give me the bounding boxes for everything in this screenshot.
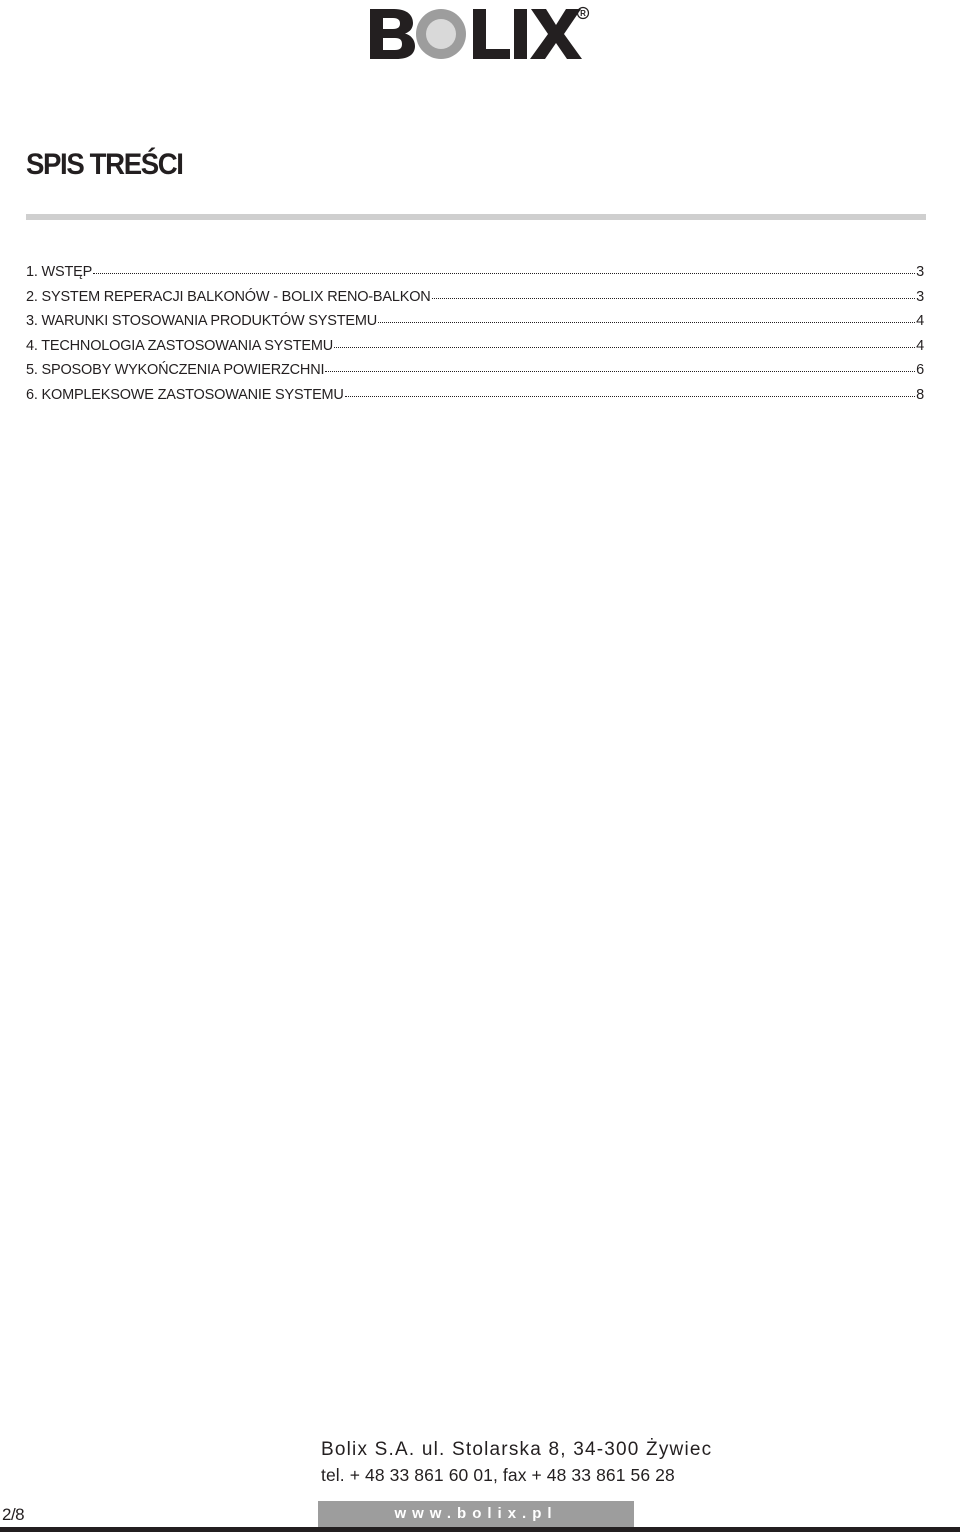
table-of-contents (26, 264, 924, 412)
bolix-logo (368, 4, 590, 62)
toc-entry[interactable] (26, 362, 924, 387)
toc-entry-label: 6. KOMPLEKSOWE ZASTOSOWANIE SYSTEMU (26, 386, 344, 403)
page-number: 2/8 (2, 1505, 25, 1524)
toc-dot-leader (325, 371, 915, 372)
toc-dot-leader (93, 273, 915, 274)
toc-dot-leader (345, 396, 915, 397)
bottom-divider (0, 1527, 960, 1532)
toc-entry-page: 6 (916, 362, 924, 379)
toc-entry-label: 4. TECHNOLOGIA ZASTOSOWANIA SYSTEMU (26, 337, 333, 354)
toc-dot-leader (432, 298, 916, 299)
toc-entry-page: 4 (916, 313, 924, 330)
logo-letter-l (473, 9, 510, 59)
toc-entry[interactable] (26, 313, 924, 338)
toc-entry-label: 3. WARUNKI STOSOWANIA PRODUKTÓW SYSTEMU (26, 313, 377, 330)
toc-entry[interactable] (26, 338, 924, 363)
toc-entry-page: 3 (916, 288, 924, 305)
toc-dot-leader (334, 347, 915, 348)
toc-entry[interactable] (26, 264, 924, 289)
website-link[interactable]: www.bolix.pl (318, 1501, 634, 1527)
toc-entry[interactable] (26, 387, 924, 412)
logo-letter-b (370, 9, 415, 59)
footer-address: Bolix S.A. ul. Stolarska 8, 34-300 Żywiec (321, 1439, 713, 1460)
toc-entry[interactable] (26, 289, 924, 314)
registered-mark: R (580, 9, 586, 18)
toc-entry-page: 8 (916, 386, 924, 403)
logo-letter-x (530, 9, 582, 59)
title-divider (26, 214, 926, 220)
toc-entry-label: 5. SPOSOBY WYKOŃCZENIA POWIERZCHNI (26, 362, 325, 379)
toc-entry-page: 4 (916, 337, 924, 354)
footer-contact: tel. + 48 33 861 60 01, fax + 48 33 861 56 28 (321, 1465, 675, 1485)
logo-letter-i (514, 9, 527, 59)
toc-entry-label: 2. SYSTEM REPERACJI BALKONÓW - BOLIX RENO-BALKON (26, 288, 431, 305)
toc-entry-page: 3 (916, 264, 924, 280)
toc-entry-label: 1. WSTĘP (26, 264, 93, 280)
page-title: SPIS TREŚCI (26, 148, 183, 181)
toc-dot-leader (378, 322, 915, 323)
